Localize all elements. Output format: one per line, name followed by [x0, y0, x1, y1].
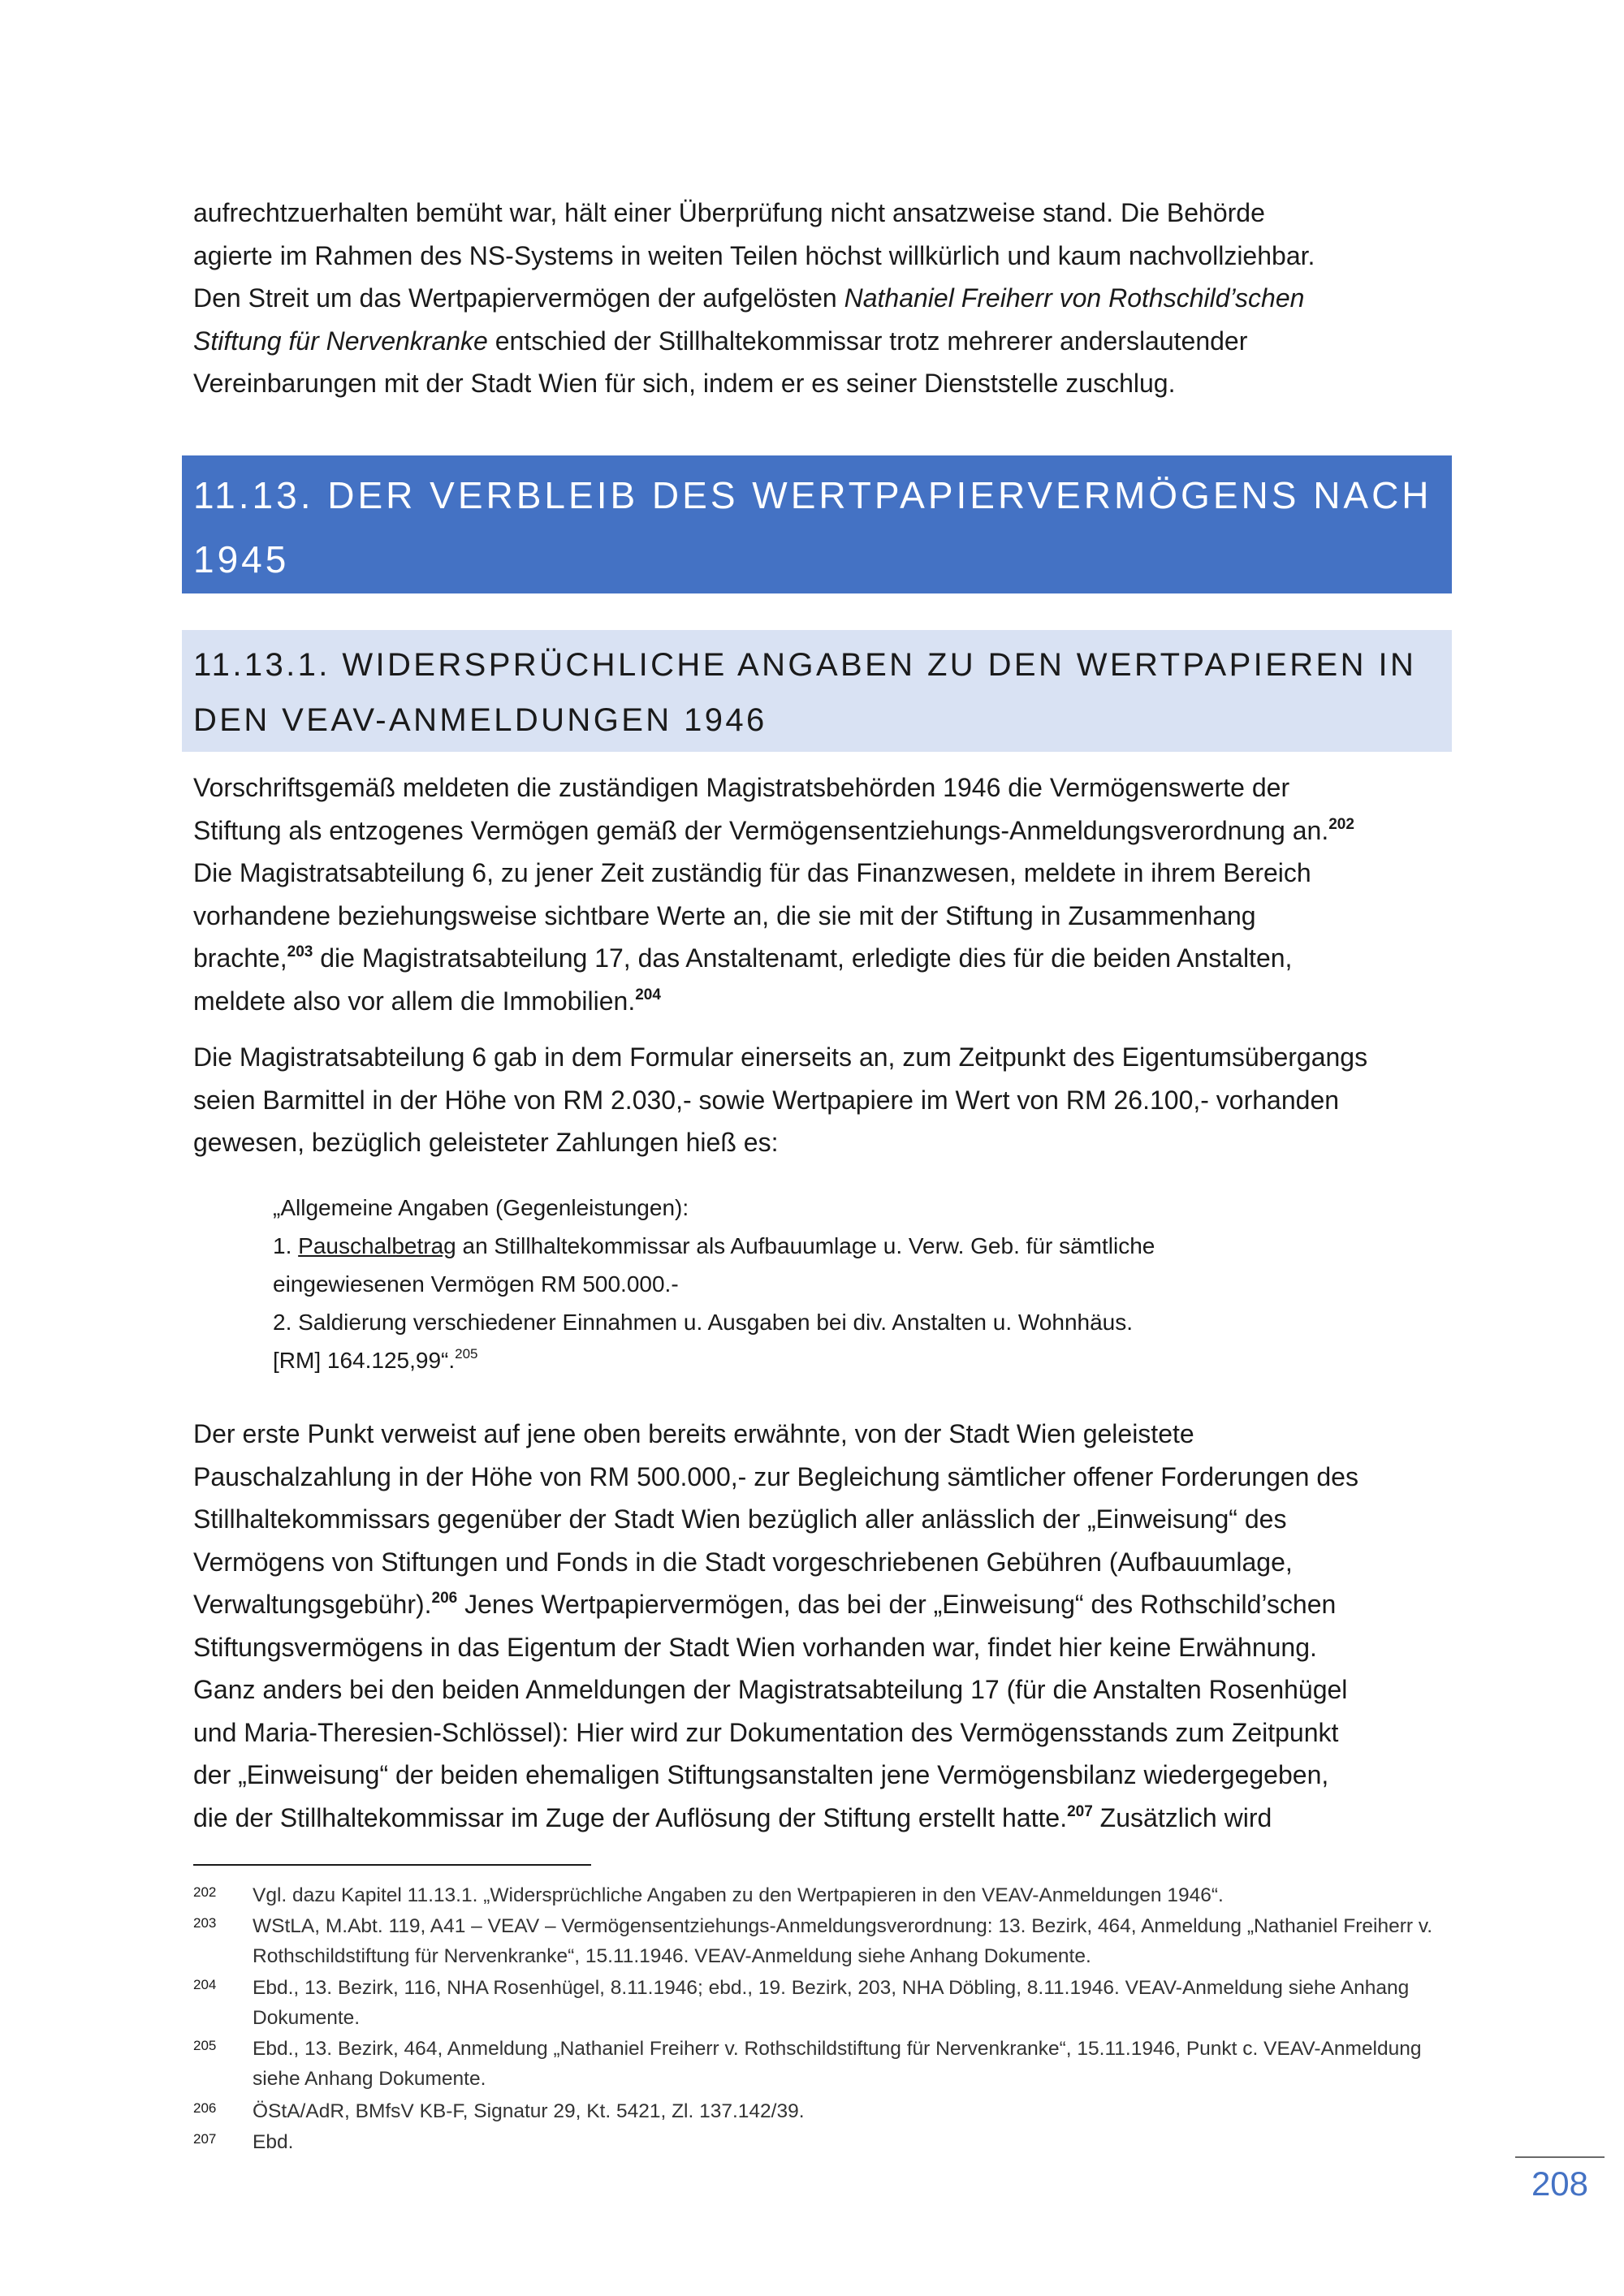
quote-line: „Allgemeine Angaben (Gegenleistungen):	[273, 1195, 689, 1220]
text: entschied der Stillhaltekommissar trotz mehrerer anderslautender	[487, 326, 1248, 356]
underlined-term: Pauschalbetrag	[298, 1233, 456, 1258]
footnote-ref[interactable]: 206	[431, 1590, 458, 1607]
paragraph-1	[193, 766, 1460, 1022]
heading-line: 1945	[193, 538, 290, 580]
para-line	[193, 1456, 1460, 1499]
intro-paragraph	[193, 192, 1460, 405]
para-line	[193, 1541, 1460, 1584]
para-line	[193, 895, 1460, 938]
subsection-heading-11-13-1	[182, 630, 1452, 752]
text: Stiftung als entzogenes Vermögen gemäß der Vermögensentziehungs-Anmeldungsverordnung an.	[193, 815, 1329, 845]
block-quote	[273, 1189, 1410, 1379]
intro-line	[193, 235, 1460, 278]
footnote-number: 207	[193, 2131, 217, 2147]
para-line	[193, 1711, 1460, 1754]
text: Stillhaltekommissars gegenüber der Stadt Wien bezüglich aller anlässlich der „Einweisung“ des	[193, 1504, 1287, 1534]
text: brachte,	[193, 943, 287, 973]
text: die der Stillhaltekommissar im Zuge der Auflösung der Stiftung erstellt hatte.	[193, 1802, 1068, 1832]
text: Vereinbarungen mit der Stadt Wien für sich, indem er es seiner Dienststelle zuschlug.	[193, 369, 1176, 398]
para-line	[193, 766, 1460, 809]
heading-line: DEN VEAV-ANMELDUNGEN 1946	[193, 702, 767, 738]
para-line	[193, 852, 1460, 895]
footnote-number: 202	[193, 1884, 217, 1900]
text: gewesen, bezüglich geleisteter Zahlungen hieß es:	[193, 1128, 779, 1157]
text: an Stillhaltekommissar als Aufbauumlage u. Verw. Geb. für sämtliche	[456, 1233, 1155, 1258]
text: Pauschalzahlung in der Höhe von RM 500.000,- zur Begleichung sämtlicher offener Forderungen des	[193, 1461, 1358, 1491]
text: [RM] 164.125,99“.	[273, 1348, 456, 1373]
text: 1.	[273, 1233, 299, 1258]
footnote-text: ÖStA/AdR, BMfsV KB-F, Signatur 29, Kt. 5421, Zl. 137.142/39.	[253, 2100, 805, 2122]
text: und Maria-Theresien-Schlössel): Hier wird zur Dokumentation des Vermögensstands zum Zeitpunkt	[193, 1717, 1339, 1747]
paragraph-2	[193, 1036, 1460, 1164]
text: aufrechtzuerhalten bemüht war, hält einer Überprüfung nicht ansatzweise stand. Die Behörde	[193, 198, 1265, 227]
text: Der erste Punkt verweist auf jene oben bereits erwähnte, von der Stadt Wien geleistete	[193, 1419, 1194, 1448]
foundation-name-italic: Stiftung für Nervenkranke	[193, 326, 488, 356]
quote-line: 2. Saldierung verschiedener Einnahmen u. Ausgaben bei div. Anstalten u. Wohnhäus.	[273, 1310, 1134, 1335]
para-line	[193, 1668, 1460, 1711]
text: Stiftungsvermögens in das Eigentum der Stadt Wien vorhanden war, findet hier keine Erwähnung.	[193, 1632, 1317, 1662]
quote-line: eingewiesenen Vermögen RM 500.000.-	[273, 1271, 679, 1297]
footnote-number: 203	[193, 1915, 217, 1931]
text: die Magistratsabteilung 17, das Anstaltenamt, erledigte dies für die beiden Anstalten,	[313, 943, 1293, 973]
para-line	[193, 1079, 1460, 1122]
text: Verwaltungsgebühr).	[193, 1590, 432, 1619]
footnote-number: 206	[193, 2100, 217, 2116]
para-line	[193, 1036, 1460, 1079]
intro-line	[193, 320, 1460, 363]
heading-line: 11.13. DER VERBLEIB DES WERTPAPIERVERMÖGENS NACH	[193, 474, 1432, 516]
text: Vorschriftsgemäß meldeten die zuständigen Magistratsbehörden 1946 die Vermögenswerte der	[193, 773, 1290, 802]
text: Zusätzlich wird	[1092, 1802, 1272, 1832]
footnote-ref[interactable]: 203	[287, 943, 313, 960]
paragraph-3	[193, 1413, 1460, 1839]
section-heading-11-13	[182, 455, 1452, 593]
footnote-text: WStLA, M.Abt. 119, A41 – VEAV – Vermögensentziehungs-Anmeldungsverordnung: 13. Bezirk, 464, Anmeldung „Nathaniel Freiherr v. Rothschildstiftung für Nervenkranke“, 15.11.1946. VEAV-Anmeldung siehe Anhang Dokumente.	[253, 1915, 1433, 1967]
footnote-ref[interactable]: 202	[1328, 815, 1354, 833]
para-line	[193, 1413, 1460, 1456]
intro-line	[193, 362, 1460, 405]
intro-line	[193, 277, 1460, 320]
footnote-separator	[193, 1864, 591, 1866]
text: meldete also vor allem die Immobilien.	[193, 986, 636, 1016]
page-number-rule	[1515, 2156, 1605, 2158]
para-line	[193, 1121, 1460, 1164]
para-line	[193, 1583, 1460, 1626]
footnote-text: Vgl. dazu Kapitel 11.13.1. „Widersprüchliche Angaben zu den Wertpapieren in den VEAV-Anmeldungen 1946“.	[253, 1884, 1224, 1906]
text: Die Magistratsabteilung 6, zu jener Zeit zuständig für das Finanzwesen, meldete in ihrem Bereich	[193, 858, 1311, 887]
para-line	[193, 1498, 1460, 1541]
footnote-ref[interactable]: 205	[455, 1346, 478, 1362]
footnote-number: 205	[193, 2038, 217, 2053]
text: Jenes Wertpapiervermögen, das bei der „Einweisung“ des Rothschild’schen	[457, 1590, 1337, 1619]
para-line	[193, 980, 1460, 1023]
text: vorhandene beziehungsweise sichtbare Werte an, die sie mit der Stiftung in Zusammenhang	[193, 900, 1256, 930]
para-line	[193, 1754, 1460, 1797]
para-line	[193, 1797, 1460, 1840]
footnote-text: Ebd., 13. Bezirk, 116, NHA Rosenhügel, 8.11.1946; ebd., 19. Bezirk, 203, NHA Döbling, 8.11.1946. VEAV-Anmeldung siehe Anhang Dokumente.	[253, 1977, 1410, 2029]
footnote-text: Ebd., 13. Bezirk, 464, Anmeldung „Nathaniel Freiherr v. Rothschildstiftung für Nervenkranke“, 15.11.1946, Punkt c. VEAV-Anmeldung siehe Anhang Dokumente.	[253, 2038, 1422, 2090]
text: der „Einweisung“ der beiden ehemaligen Stiftungsanstalten jene Vermögensbilanz wiedergegeben,	[193, 1760, 1329, 1789]
para-line	[193, 1626, 1460, 1669]
foundation-name-italic: Nathaniel Freiherr von Rothschild’schen	[844, 283, 1305, 313]
text: Den Streit um das Wertpapiervermögen der aufgelösten	[193, 283, 844, 313]
quote-line	[273, 1227, 1410, 1265]
para-line	[193, 809, 1460, 852]
text: seien Barmittel in der Höhe von RM 2.030,- sowie Wertpapiere im Wert von RM 26.100,- vorhanden	[193, 1085, 1340, 1115]
text: agierte im Rahmen des NS-Systems in weiten Teilen höchst willkürlich und kaum nachvollziehbar.	[193, 240, 1315, 270]
quote-line	[273, 1341, 1410, 1379]
para-line	[193, 937, 1460, 980]
heading-line: 11.13.1. WIDERSPRÜCHLICHE ANGABEN ZU DEN WERTPAPIEREN IN	[193, 647, 1417, 683]
footnote-ref[interactable]: 207	[1067, 1802, 1093, 1820]
text: Vermögens von Stiftungen und Fonds in die Stadt vorgeschriebenen Gebühren (Aufbauumlage,	[193, 1547, 1293, 1577]
footnote-text: Ebd.	[253, 2131, 294, 2153]
footnote-ref[interactable]: 204	[635, 986, 661, 1003]
text: Die Magistratsabteilung 6 gab in dem Formular einerseits an, zum Zeitpunkt des Eigentumsübergangs	[193, 1042, 1368, 1072]
text: Ganz anders bei den beiden Anmeldungen der Magistratsabteilung 17 (für die Anstalten Rosenhügel	[193, 1675, 1348, 1704]
intro-line	[193, 192, 1460, 235]
page-number: 208	[1531, 2164, 1589, 2203]
footnote-number: 204	[193, 1977, 217, 1992]
